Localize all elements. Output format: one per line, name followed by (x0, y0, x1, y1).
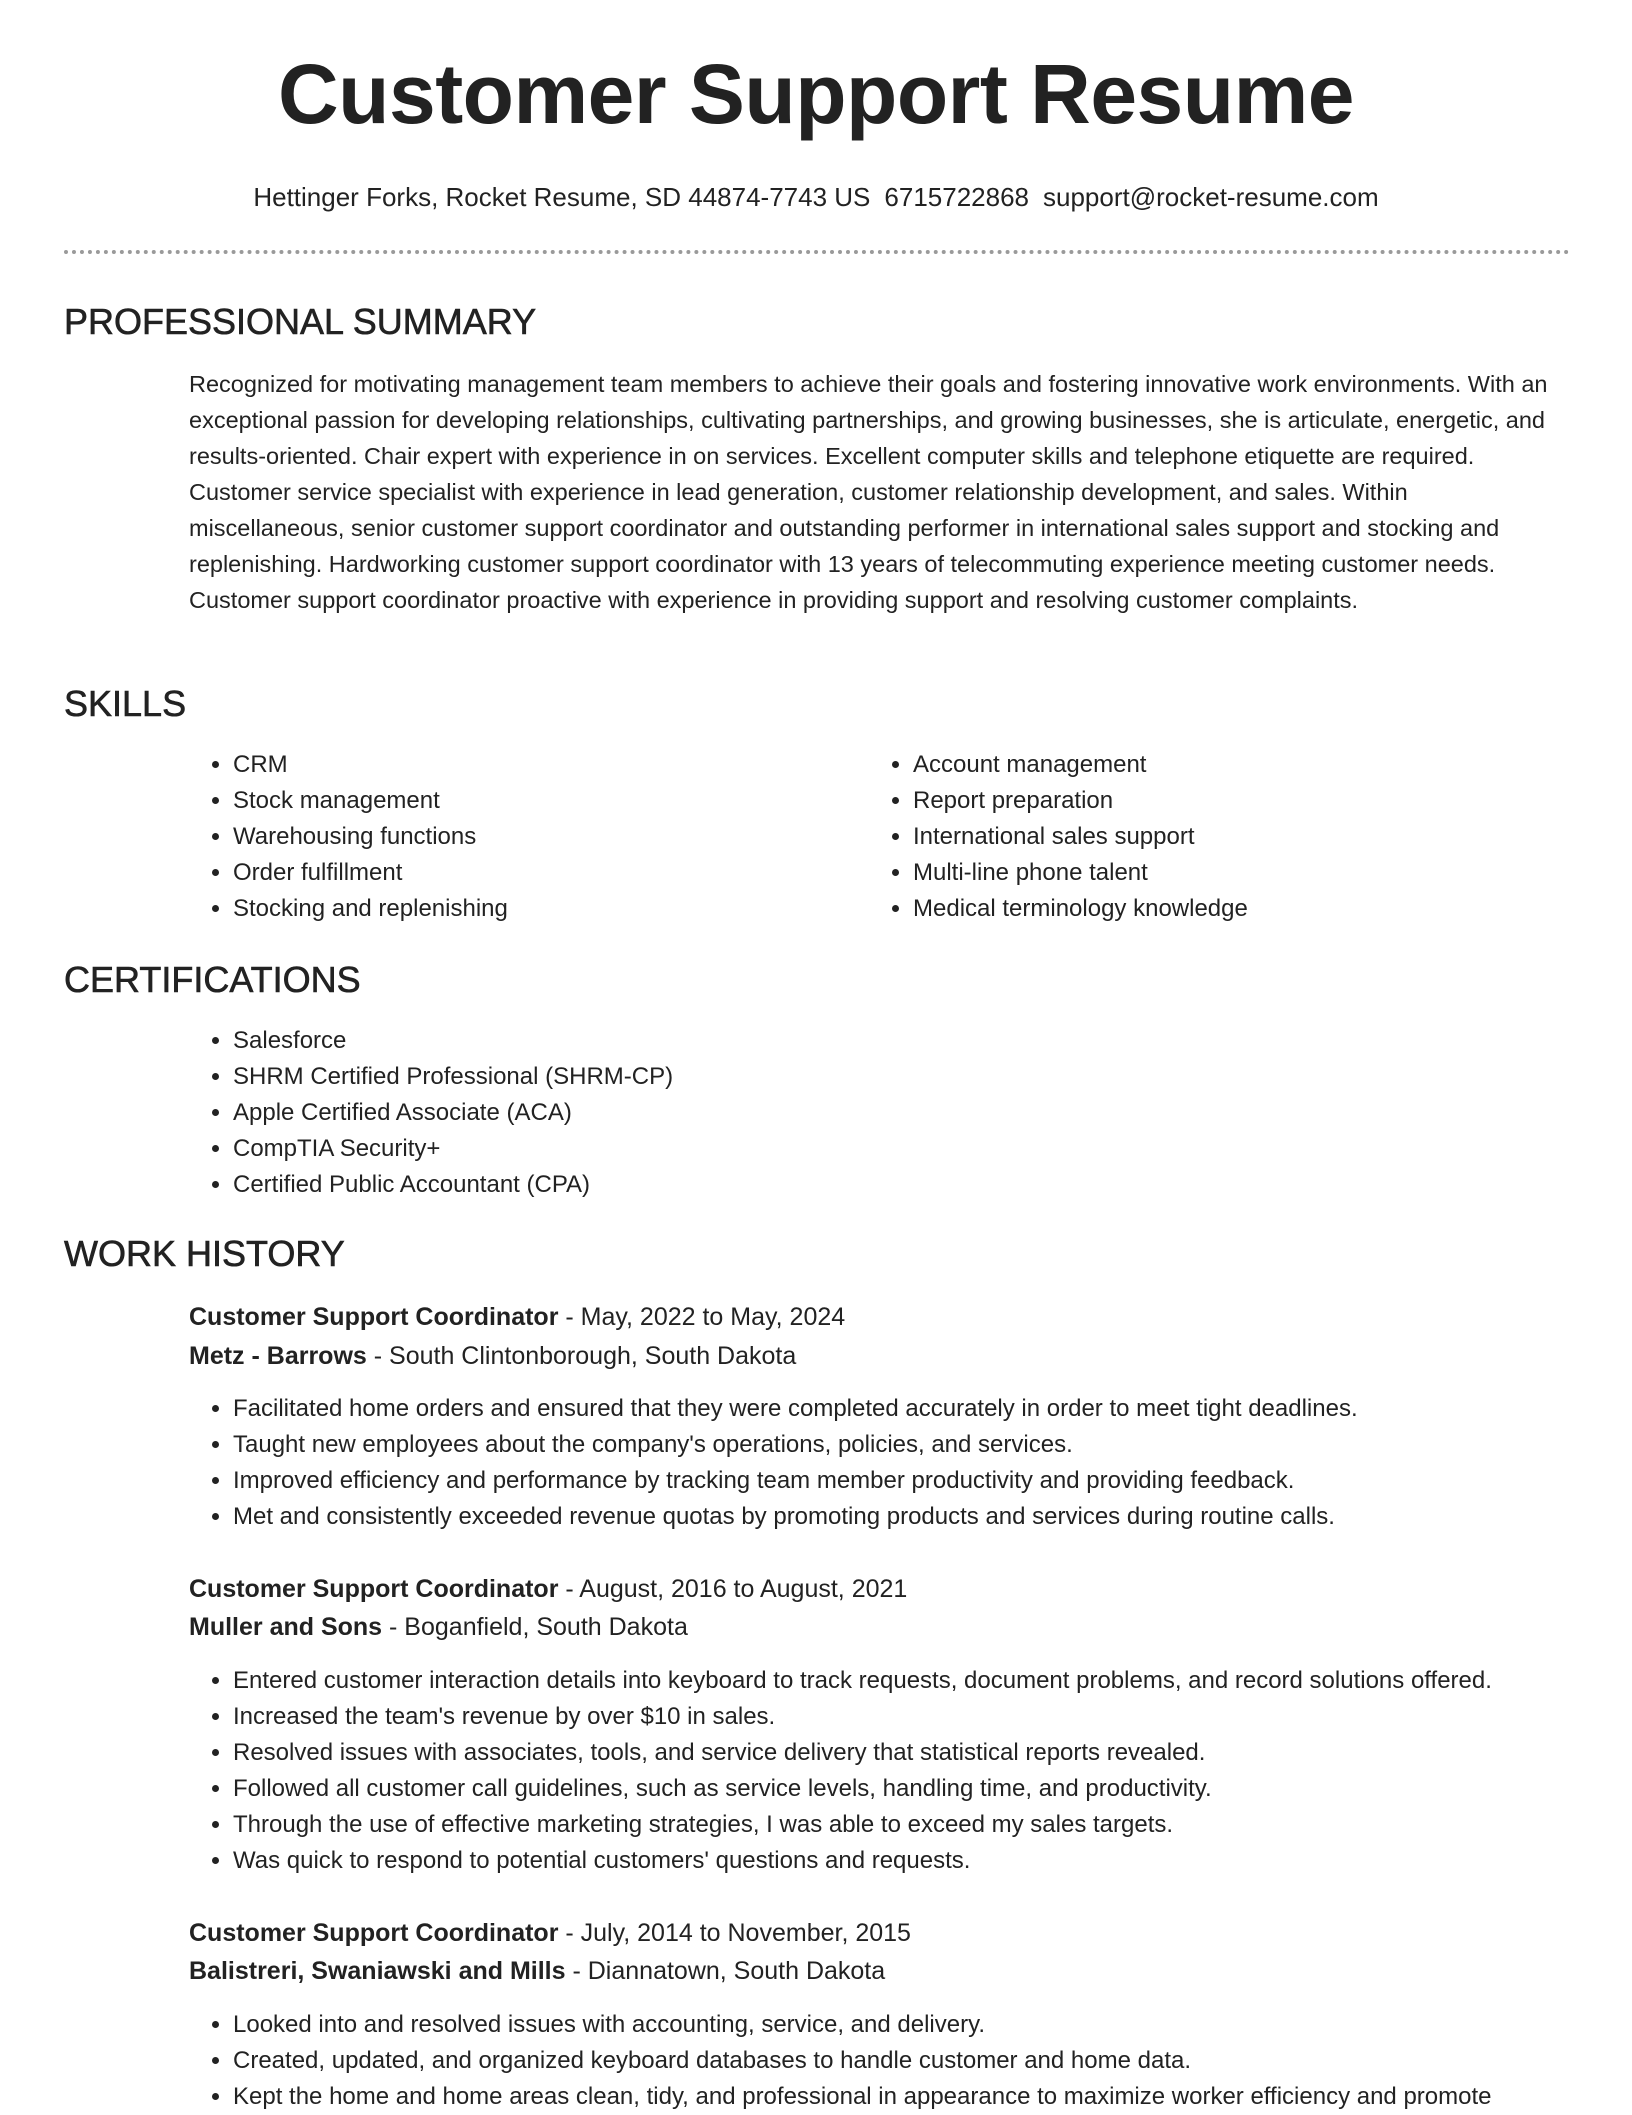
job-company-line (189, 1959, 885, 1984)
job-title: Customer Support Coordinator (189, 1919, 559, 1947)
job-title: Customer Support Coordinator (189, 1303, 559, 1331)
job-bullet: • Improved efficiency and performance by tracking team member productivity and providing feedback. (233, 1463, 1358, 1499)
skills-list-left (189, 747, 508, 927)
skill-item: • Stock management (233, 783, 508, 819)
skill-item: • Multi-line phone talent (913, 855, 1248, 891)
summary-text: Recognized for motivating management team members to achieve their goals and fostering innovative work environments. With an exceptional passion for developing relationships, cultivating partnerships, and growing businesses, she is articulate, energetic, and results-oriented. Chair expert with experience in on services. Excellent computer skills and telephone etiquette are required. Customer service specialist with experience in lead generation, customer relationship development, and sales. Within miscellaneous, senior customer support coordinator and outstanding performer in international sales support and stocking and replenishing. Hardworking customer support coordinator with 13 years of telecommuting experience meeting customer needs. Customer support coordinator proactive with experience in providing support and resolving customer complaints. (189, 371, 1548, 613)
skill-item: • International sales support (913, 819, 1248, 855)
email-link[interactable]: support@rocket-resume.com (1043, 182, 1379, 212)
skill-item: • CRM (233, 747, 508, 783)
job-bullet: • Was quick to respond to potential customers' questions and requests. (233, 1843, 1492, 1879)
job-dates: - May, 2022 to May, 2024 (558, 1303, 846, 1331)
job-bullet: • Through the use of effective marketing strategies, I was able to exceed my sales targets. (233, 1807, 1492, 1843)
phone-text: 6715722868 (884, 182, 1030, 212)
skill-item: • Order fulfillment (233, 855, 508, 891)
job-bullets (189, 1663, 1492, 1879)
certifications-list (189, 1023, 673, 1203)
skill-item: • Account management (913, 747, 1248, 783)
skills-list-right (869, 747, 1248, 927)
header-divider (64, 250, 1570, 254)
job-location: - Diannatown, South Dakota (565, 1957, 886, 1985)
contact-line (0, 184, 1632, 210)
certification-item: • Certified Public Accountant (CPA) (233, 1167, 673, 1203)
job-bullet: • Followed all customer call guidelines, such as service levels, handling time, and productivity. (233, 1771, 1492, 1807)
certification-item: • Apple Certified Associate (ACA) (233, 1095, 673, 1131)
job-bullet: • Met and consistently exceeded revenue quotas by promoting products and services during routine calls. (233, 1499, 1358, 1535)
skill-item: • Report preparation (913, 783, 1248, 819)
job-bullets (189, 2007, 1492, 2115)
section-title-summary: PROFESSIONAL SUMMARY (64, 301, 537, 342)
job-location: - Boganfield, South Dakota (382, 1613, 688, 1641)
job-bullet: • Facilitated home orders and ensured that they were completed accurately in order to meet tight deadlines. (233, 1391, 1358, 1427)
job-location: - South Clintonborough, South Dakota (366, 1342, 797, 1370)
job-dates: - July, 2014 to November, 2015 (558, 1919, 911, 1947)
section-title-skills: SKILLS (64, 683, 187, 724)
job-company-line (189, 1615, 688, 1640)
job-bullet: • Looked into and resolved issues with accounting, service, and delivery. (233, 2007, 1492, 2043)
skill-item: • Warehousing functions (233, 819, 508, 855)
job-company: Metz - Barrows (189, 1342, 367, 1370)
section-title-certifications: CERTIFICATIONS (64, 959, 361, 1000)
job-company: Balistreri, Swaniawski and Mills (189, 1957, 566, 1985)
resume-title: Customer Support Resume (278, 47, 1354, 141)
job-bullets (189, 1391, 1358, 1535)
job-bullet: • Kept the home and home areas clean, tidy, and professional in appearance to maximize worker efficiency and promote (233, 2079, 1492, 2115)
job-bullet: • Resolved issues with associates, tools, and service delivery that statistical reports revealed. (233, 1735, 1492, 1771)
job-title-line (189, 1921, 911, 1946)
job-bullet: • Increased the team's revenue by over $10 in sales. (233, 1699, 1492, 1735)
job-title-line (189, 1577, 907, 1602)
address-text: Hettinger Forks, Rocket Resume, SD 44874-7743 US (253, 182, 871, 212)
job-bullet: • Taught new employees about the company's operations, policies, and services. (233, 1427, 1358, 1463)
job-title: Customer Support Coordinator (189, 1575, 559, 1603)
job-bullet: • Created, updated, and organized keyboard databases to handle customer and home data. (233, 2043, 1492, 2079)
skill-item: • Stocking and replenishing (233, 891, 508, 927)
job-bullet: • Entered customer interaction details into keyboard to track requests, document problems, and record solutions offered. (233, 1663, 1492, 1699)
skill-item: • Medical terminology knowledge (913, 891, 1248, 927)
certification-item: • Salesforce (233, 1023, 673, 1059)
certification-item: • CompTIA Security+ (233, 1131, 673, 1167)
job-company: Muller and Sons (189, 1613, 383, 1641)
certification-item: • SHRM Certified Professional (SHRM-CP) (233, 1059, 673, 1095)
job-company-line (189, 1344, 796, 1369)
section-title-work-history: WORK HISTORY (64, 1233, 345, 1274)
job-dates: - August, 2016 to August, 2021 (558, 1575, 908, 1603)
job-title-line (189, 1305, 845, 1330)
